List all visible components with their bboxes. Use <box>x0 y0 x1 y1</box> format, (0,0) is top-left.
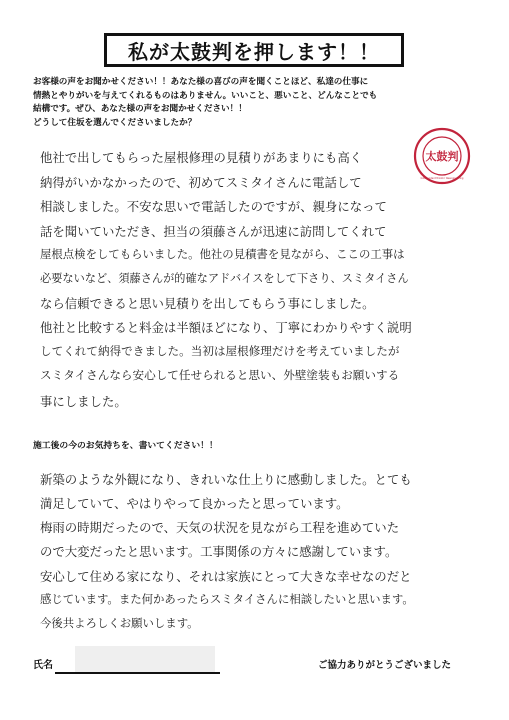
answer1-line: してくれて納得できました。当初は屋根修理だけを考えていましたが <box>40 344 400 358</box>
section2-prompt: 施工後の今のお気持ちを、書いてください！！ <box>33 441 218 451</box>
answer2-line: 今後共よろしくお願いします。 <box>40 616 199 630</box>
intro-question: どうして住坂を選んでくださいましたか？ <box>33 117 197 128</box>
intro-line: 情熱とやりがいを与えてくれるものはありません。いいこと、悪いこと、どんなことでも <box>33 90 378 101</box>
answer1-line: 必要ないなど、須藤さんが的確なアドバイスをして下さり、スミタイさん <box>40 272 409 285</box>
stamp-ring-text: Independent thinkin' Reengineering <box>420 177 464 180</box>
thanks-text: ご協力ありがとうございました <box>318 660 452 671</box>
answer1-line: なら信頼できると思い見積りを出してもらう事にしました。 <box>40 296 375 311</box>
answer2-line: 安心して住める家になり、それは家族にとって大きな幸せなのだと <box>40 569 412 584</box>
page-title: 私が太鼓判を押します！！ <box>104 33 404 67</box>
answer2-line: 梅雨の時期だったので、天気の状況を見ながら工程を進めていた <box>40 520 400 535</box>
answer1-line: 他社で出してもらった屋根修理の見積りがあまりにも高く <box>40 150 363 165</box>
answer1-line: スミタイさんなら安心して任せられると思い、外壁塗装もお願いする <box>40 368 400 382</box>
answer2-line: 感じています。また何かあったらスミタイさんに相談したいと思います。 <box>40 592 414 606</box>
intro-text <box>33 76 443 130</box>
name-label: 氏名 <box>33 660 53 671</box>
intro-line: お客様の声をお聞かせください！！あなた様の喜びの声を聞くことほど、私達の仕事に <box>33 77 369 87</box>
answer1-line: 話を聞いていただき、担当の須藤さんが迅速に訪問してくれて <box>40 224 387 239</box>
intro-line: 結構です。ぜひ、あなた様の声をお聞かせください！！ <box>33 104 247 115</box>
answer1-line: 納得がいかなかったので、初めてスミタイさんに電話して <box>40 175 362 190</box>
name-redacted-field <box>75 646 215 672</box>
answer1-line: 他社と比較すると料金は半額ほどになり、丁寧にわかりやすく説明 <box>40 320 412 335</box>
answer1-line: 事にしました。 <box>40 394 127 409</box>
answer2-line: 満足していて、やはりやって良かったと思っています。 <box>40 496 349 511</box>
answer1-line: 相談しました。不安な思いで電話したのですが、親身になって <box>40 199 387 214</box>
name-underline <box>55 672 220 674</box>
taikoban-stamp-icon <box>412 126 472 186</box>
stamp-text: 太鼓判 <box>425 150 459 163</box>
answer1-line: 屋根点検をしてもらいました。他社の見積書を見ながら、ここの工事は <box>40 247 405 261</box>
answer2-line: ので大変だったと思います。工事関係の方々に感謝しています。 <box>40 544 398 559</box>
answer2-line: 新築のような外観になり、きれいな仕上りに感動しました。とても <box>40 472 412 487</box>
